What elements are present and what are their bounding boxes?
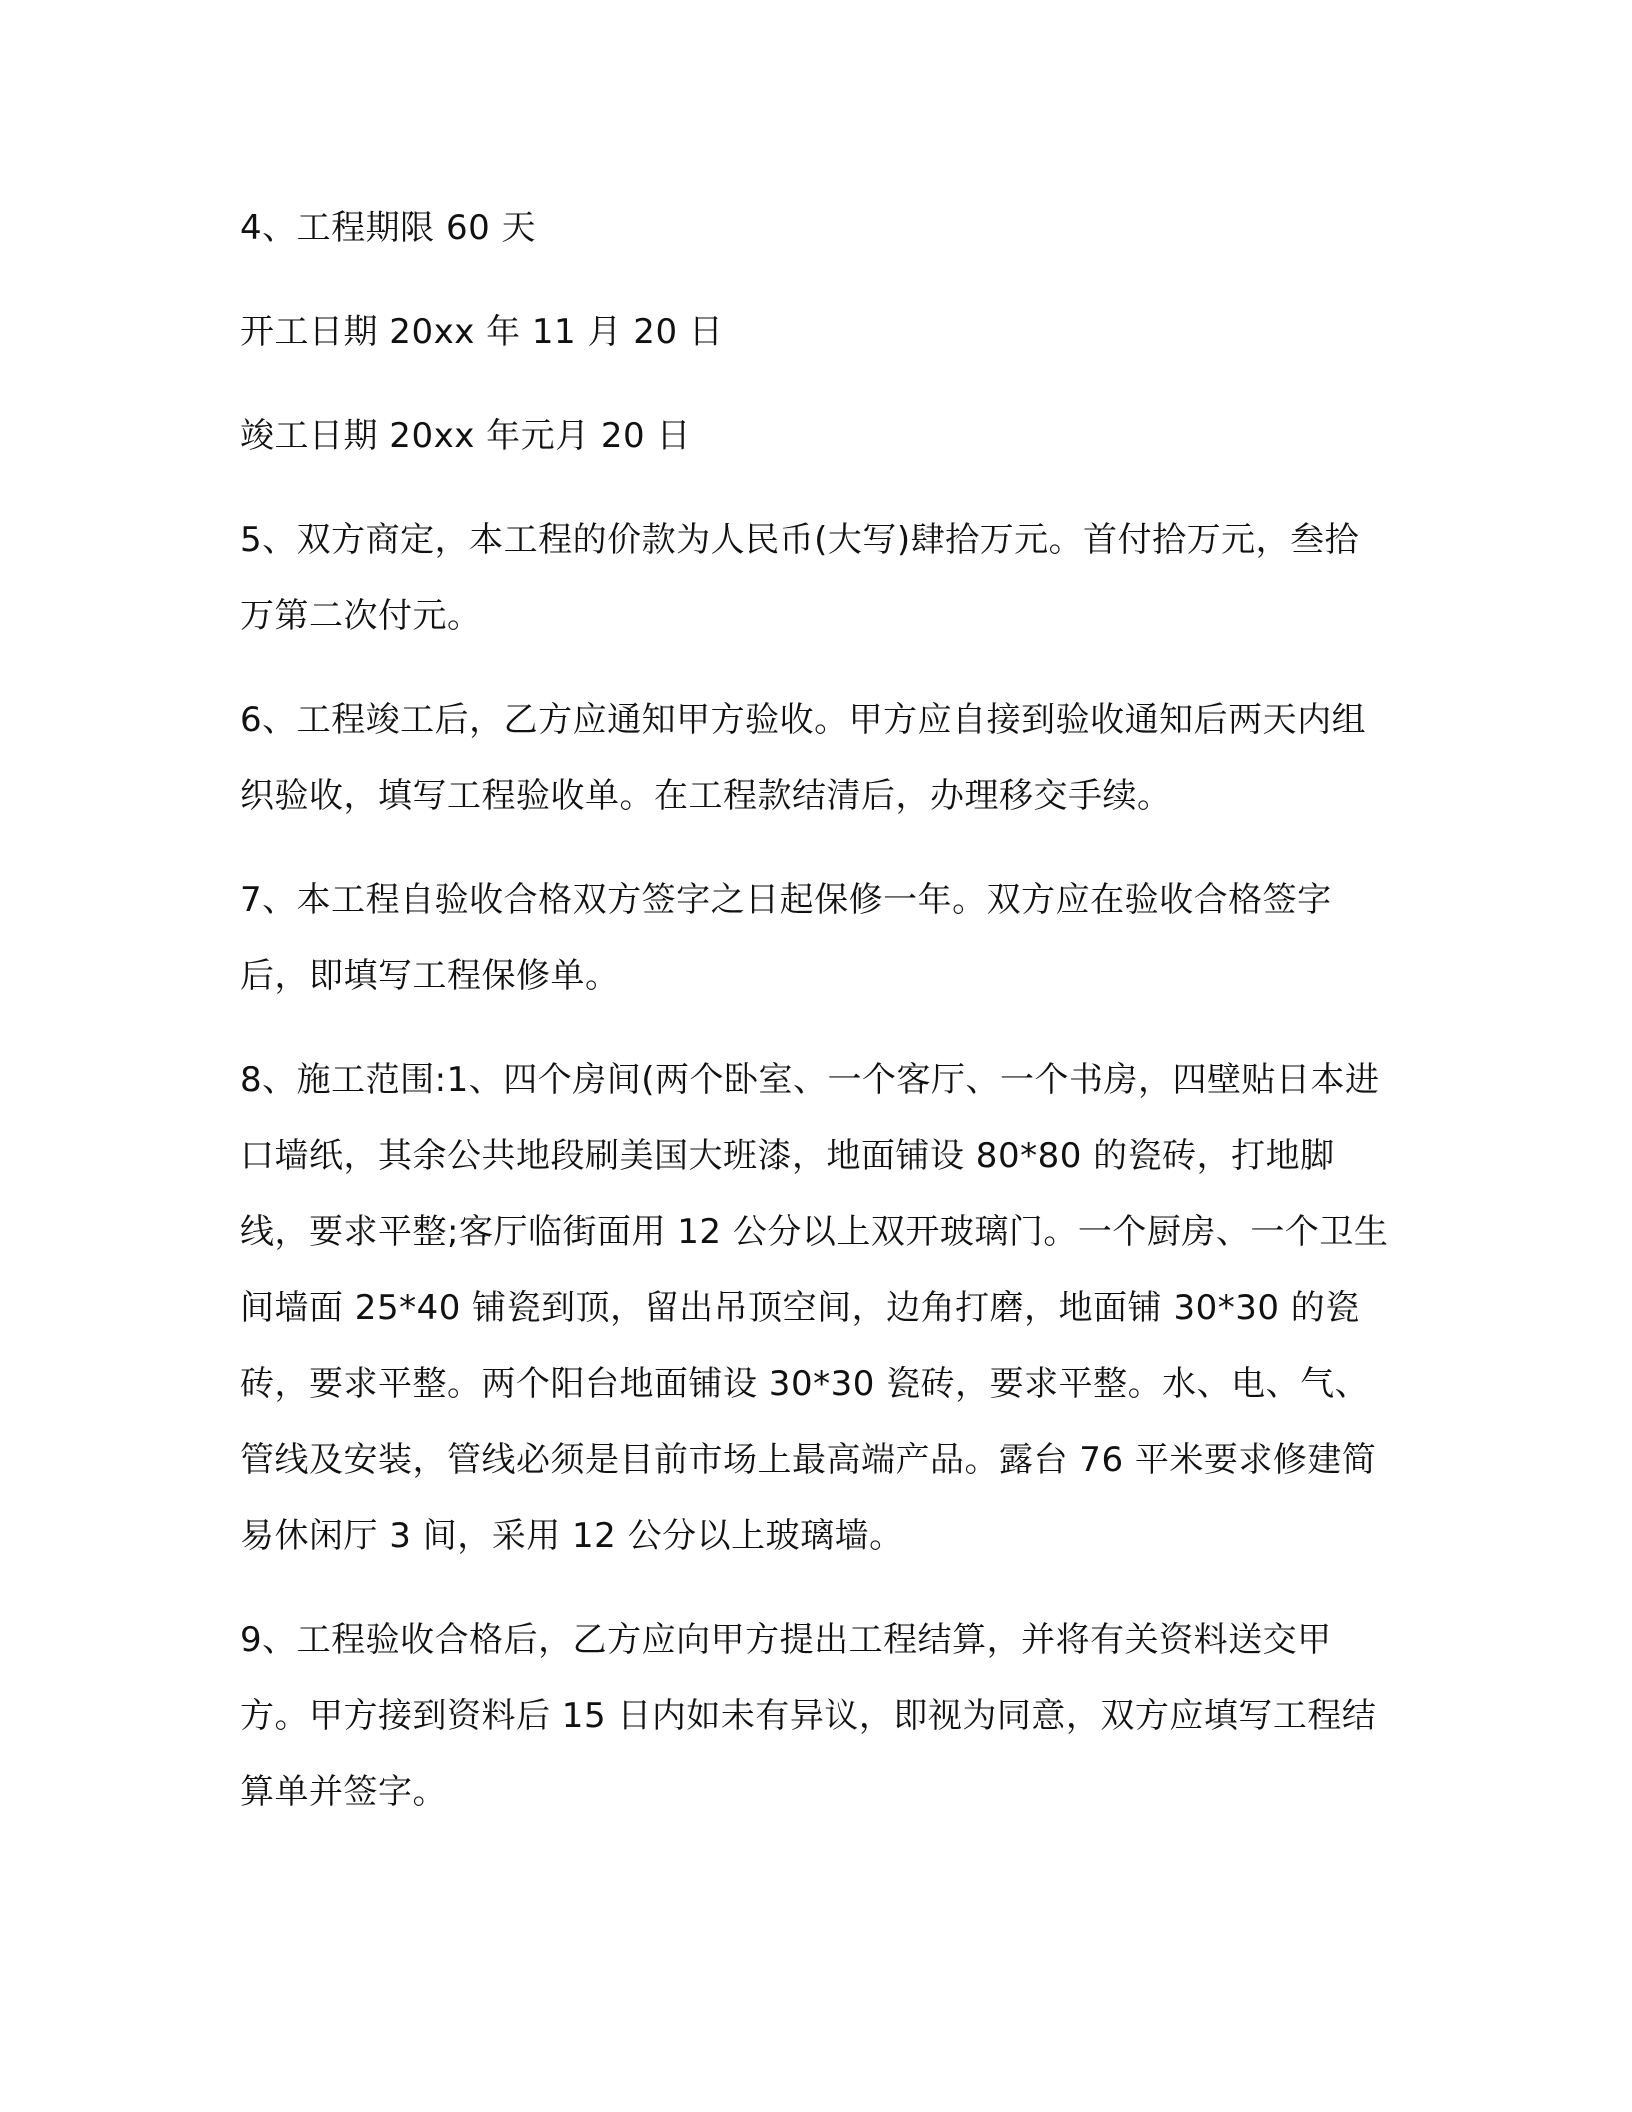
paragraph-price: 5、双方商定，本工程的价款为人民币(大写)肆拾万元。首付拾万元，叁拾万第二次付元。 bbox=[240, 520, 1360, 636]
document-body bbox=[240, 190, 1390, 1830]
paragraph-gap bbox=[240, 654, 1390, 682]
paragraph-scope: 8、施工范围:1、四个房间(两个卧室、一个客厅、一个书房，四壁贴日本进口墙纸，其余公共地段刷美国大班漆，地面铺设 80*80 的瓷砖，打地脚线，要求平整;客厅临街面用 12 公分以上双开玻璃门。一个厨房、一个卫生间墙面 25*40 铺瓷到顶，留出吊顶空间，边角打磨，地面铺 30*30 的瓷砖，要求平整。两个阳台地面铺设 30*30 瓷砖，要求平整。水、电、气、管线及安装，管线必须是目前市场上最高端产品。露台 76 平米要求修建简易休闲厅 3 间，采用 12 公分以上玻璃墙。 bbox=[240, 1060, 1389, 1556]
paragraph-settlement: 9、工程验收合格后，乙方应向甲方提出工程结算，并将有关资料送交甲方。甲方接到资料后 15 日内如未有异议，即视为同意，双方应填写工程结算单并签字。 bbox=[240, 1620, 1377, 1812]
paragraph-gap bbox=[240, 1014, 1390, 1042]
paragraph-gap bbox=[240, 1574, 1390, 1602]
paragraph-warranty: 7、本工程自验收合格双方签字之日起保修一年。双方应在验收合格签字后，即填写工程保修单。 bbox=[240, 880, 1332, 996]
paragraph-start-date: 开工日期 20xx 年 11 月 20 日 bbox=[240, 312, 724, 352]
paragraph-gap bbox=[240, 370, 1390, 398]
paragraph-gap bbox=[240, 474, 1390, 502]
paragraph-construction-period: 4、工程期限 60 天 bbox=[240, 208, 537, 248]
paragraph-completion-date: 竣工日期 20xx 年元月 20 日 bbox=[240, 416, 691, 456]
paragraph-gap bbox=[240, 834, 1390, 862]
paragraph-gap bbox=[240, 266, 1390, 294]
paragraph-acceptance: 6、工程竣工后，乙方应通知甲方验收。甲方应自接到验收通知后两天内组织验收，填写工程验收单。在工程款结清后，办理移交手续。 bbox=[240, 700, 1367, 816]
